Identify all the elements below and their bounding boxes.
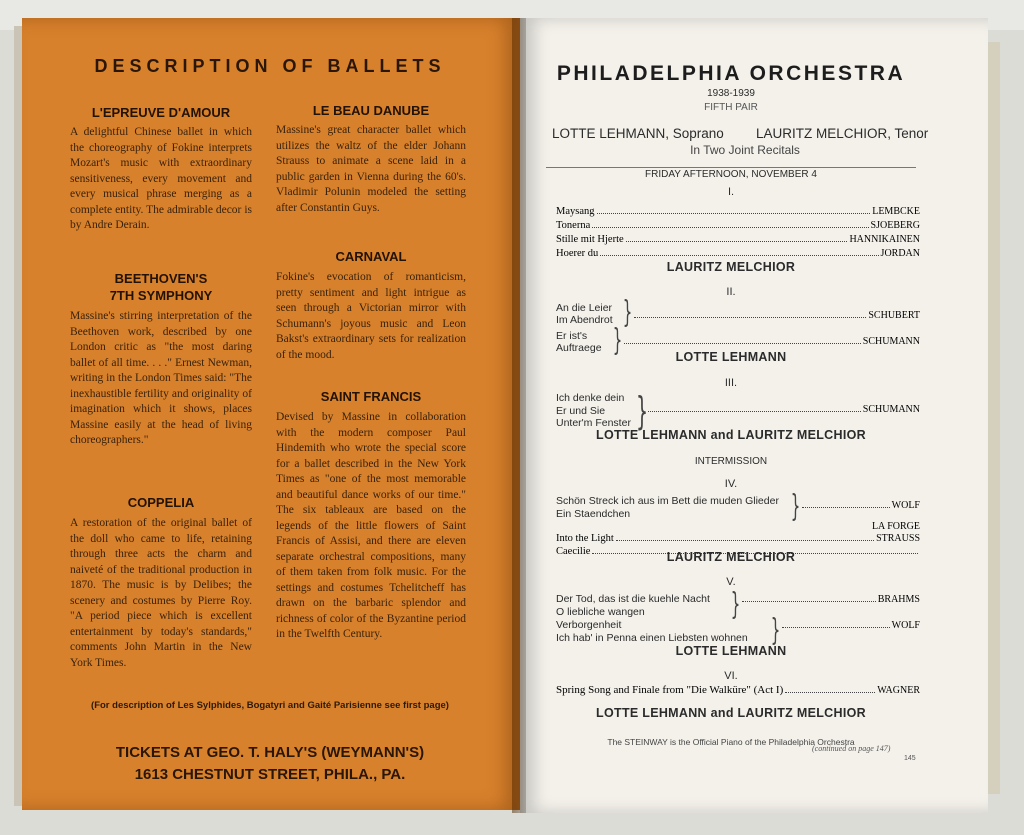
song-title: Caecilie bbox=[556, 546, 591, 557]
book-gutter bbox=[512, 18, 526, 813]
song-group bbox=[556, 302, 613, 326]
ballet-title: L'EPREUVE D'AMOUR bbox=[91, 105, 231, 120]
composer: WOLF bbox=[891, 500, 920, 511]
song-title: Ich denke dein bbox=[556, 392, 625, 404]
brace-icon: } bbox=[636, 389, 649, 433]
ballet-text: A restoration of the original ballet of the doll who came to life, retaining through three acts the charm and naiveté of the traditional production in 1870. The music is by Delibes; the scenery and costumes by Pierre Roy. "A period piece which is excellent entertainment by today's standards," comments John Martin in the New York Times. bbox=[70, 517, 252, 669]
ballet-text: Massine's stirring interpretation of the Beethoven work, described by one London critic as "the most daring ballet of all time. . . ." Ernest Newman, writing in the London Times said: "The inexhaustible fertility and originality of imagination which it shows, places Massine easily at the head of living choreographers." bbox=[70, 310, 252, 446]
composer: SCHUMANN bbox=[862, 404, 920, 415]
song-title: Der Tod, das ist die kuehle Nacht bbox=[556, 593, 710, 605]
composer: WAGNER bbox=[877, 685, 920, 696]
ballet-text: Devised by Massine in collaboration with the modern composer Paul Hindemith who wrote the special score for a ballet described in the New York Times as "one of the most memorable and beautiful dance works of our time." The six tableaux are based on the legends of the little flowers of Saint Francis of Assisi, and there are eleven separate orchestral compositions, many of them taken from folk music. For the settings and costumes Tchelitcheff has drawn on the barbaric splendor and richness of color of the Byzantine period in the Twelfth Century. bbox=[276, 411, 466, 640]
composer: BRAHMS bbox=[877, 594, 920, 605]
ballet-saint-francis bbox=[276, 388, 466, 643]
ballet-title: SAINT FRANCIS bbox=[320, 389, 422, 404]
right-page-edge bbox=[986, 42, 1000, 794]
tickets-line-1: TICKETS AT GEO. T. HALY'S (WEYMANN'S) bbox=[115, 744, 425, 761]
ballet-beethoven bbox=[70, 270, 252, 449]
performer: LAURITZ MELCHIOR bbox=[666, 260, 796, 274]
song-title: Er und Sie bbox=[556, 404, 606, 417]
song-title: Verborgenheit bbox=[556, 619, 622, 631]
program-line bbox=[556, 204, 920, 217]
song-title: Into the Light bbox=[556, 533, 614, 544]
pair-label: FIFTH PAIR bbox=[704, 102, 758, 113]
ballet-coppelia bbox=[70, 494, 252, 671]
program-line bbox=[556, 232, 920, 245]
song-title: Maysang bbox=[556, 206, 595, 217]
group-numeral: III. bbox=[724, 377, 738, 389]
program-line bbox=[556, 683, 920, 696]
artist-lehmann: LOTTE LEHMANN, Soprano bbox=[552, 126, 724, 141]
page-number: 145 bbox=[904, 755, 916, 762]
program-line bbox=[622, 334, 920, 347]
song-title: Spring Song and Finale from "Die Walküre" (Act I) bbox=[556, 684, 784, 696]
song-group bbox=[556, 593, 710, 618]
program-line bbox=[556, 246, 920, 259]
composer: STRAUSS bbox=[876, 533, 920, 544]
composer: LA FORGE bbox=[871, 521, 920, 532]
composer: WOLF bbox=[891, 620, 920, 631]
composer: HANNIKAINEN bbox=[849, 234, 920, 245]
song-title: Ein Staendchen bbox=[556, 507, 631, 520]
tickets-line-2: 1613 CHESTNUT STREET, PHILA., PA. bbox=[134, 766, 406, 783]
group-numeral: I. bbox=[727, 186, 735, 198]
program-line bbox=[800, 498, 920, 511]
concert-date-text: FRIDAY AFTERNOON, NOVEMBER 4 bbox=[645, 169, 817, 180]
composer: JORDAN bbox=[880, 248, 920, 259]
ballets-footnote: (For description of Les Sylphides, Bogatyri and Gaité Parisienne see first page) bbox=[91, 700, 449, 711]
composer: SJOEBERG bbox=[870, 220, 920, 231]
ballet-beau-danube bbox=[276, 102, 466, 216]
song-title: O liebliche wangen bbox=[556, 605, 645, 618]
song-title: Ich hab' in Penna einen Liebsten wohnen bbox=[556, 631, 748, 644]
composer: LEMBCKE bbox=[872, 206, 920, 217]
performer: LOTTE LEHMANN and LAURITZ MELCHIOR bbox=[596, 428, 866, 442]
program-line bbox=[632, 308, 920, 321]
ballet-title: 7TH SYMPHONY bbox=[109, 288, 213, 303]
ballet-carnaval bbox=[276, 248, 466, 363]
brace-icon: } bbox=[622, 295, 633, 330]
composer: SCHUBERT bbox=[868, 310, 920, 321]
song-title: Auftraege bbox=[556, 342, 602, 354]
song-title: Hoerer du bbox=[556, 248, 599, 259]
artist-melchior: LAURITZ MELCHIOR, Tenor bbox=[756, 126, 929, 141]
group-numeral: II. bbox=[726, 286, 736, 298]
song-group bbox=[556, 619, 748, 644]
tickets-info bbox=[40, 742, 500, 786]
concert-date bbox=[546, 167, 916, 180]
season: 1938-1939 bbox=[707, 88, 755, 99]
continued-note: (continued on page 147) bbox=[812, 744, 891, 753]
brace-icon: } bbox=[790, 489, 801, 524]
song-title: Tonerna bbox=[556, 220, 591, 231]
group-numeral: IV. bbox=[724, 478, 738, 490]
song-title: Unter'm Fenster bbox=[556, 417, 631, 429]
ballet-title: CARNAVAL bbox=[335, 249, 407, 264]
intermission: INTERMISSION bbox=[694, 456, 768, 467]
song-title: Im Abendrot bbox=[556, 314, 613, 326]
recital-subtitle: In Two Joint Recitals bbox=[690, 143, 800, 157]
ballet-text: A delightful Chinese ballet in which the choreography of Fokine interprets Mozart's music with extraordinary sensitiveness, every movement and every musical phrase merging as a complete entity. The admirable decor is by Andre Derain. bbox=[70, 126, 252, 231]
ballet-title: COPPELIA bbox=[127, 495, 195, 510]
ballet-title: BEETHOVEN'S bbox=[114, 271, 208, 286]
brace-icon: } bbox=[770, 613, 781, 648]
brace-icon: } bbox=[730, 587, 741, 622]
performer: LAURITZ MELCHIOR bbox=[666, 550, 796, 564]
group-numeral: V. bbox=[726, 576, 736, 588]
program-line bbox=[740, 592, 920, 605]
ballet-title: LE BEAU DANUBE bbox=[312, 103, 430, 118]
orchestra-title: PHILADELPHIA ORCHESTRA bbox=[556, 62, 906, 85]
steinway-note: The STEINWAY is the Official Piano of the Philadelphia Orchestra bbox=[607, 737, 855, 747]
song-title: Er ist's bbox=[556, 330, 588, 342]
song-title: Schön Streck ich aus im Bett die muden Glieder bbox=[556, 495, 779, 507]
performer: LOTTE LEHMANN bbox=[675, 644, 787, 658]
program-line bbox=[646, 402, 920, 415]
ballets-heading: DESCRIPTION OF BALLETS bbox=[94, 56, 446, 76]
performer: LOTTE LEHMANN and LAURITZ MELCHIOR bbox=[596, 706, 866, 720]
ballet-text: Massine's great character ballet which utilizes the waltz of the elder Johann Strauss to animate a scene laid in a public garden in Vienna during the 60's. Vladimir Polunin modeled the setting after Constantin Guys. bbox=[276, 124, 466, 214]
brace-icon: } bbox=[612, 323, 623, 358]
song-group bbox=[556, 392, 631, 430]
song-group bbox=[556, 495, 779, 520]
program-line bbox=[780, 618, 920, 631]
program-line bbox=[556, 531, 920, 544]
song-title: An die Leier bbox=[556, 302, 613, 314]
ballet-text: Fokine's evocation of romanticism, pretty sentiment and light intrigue as seen through a Victorian mirror with Schumann's joyous music and Leon Bakst's extraordinary sets for realization of the mood. bbox=[276, 271, 466, 361]
song-title: Stille mit Hjerte bbox=[556, 234, 624, 245]
program-line bbox=[556, 218, 920, 231]
composer: SCHUMANN bbox=[862, 336, 920, 347]
ballet-epreuve bbox=[70, 104, 252, 234]
group-numeral: VI. bbox=[724, 670, 738, 682]
performer: LOTTE LEHMANN bbox=[675, 350, 787, 364]
